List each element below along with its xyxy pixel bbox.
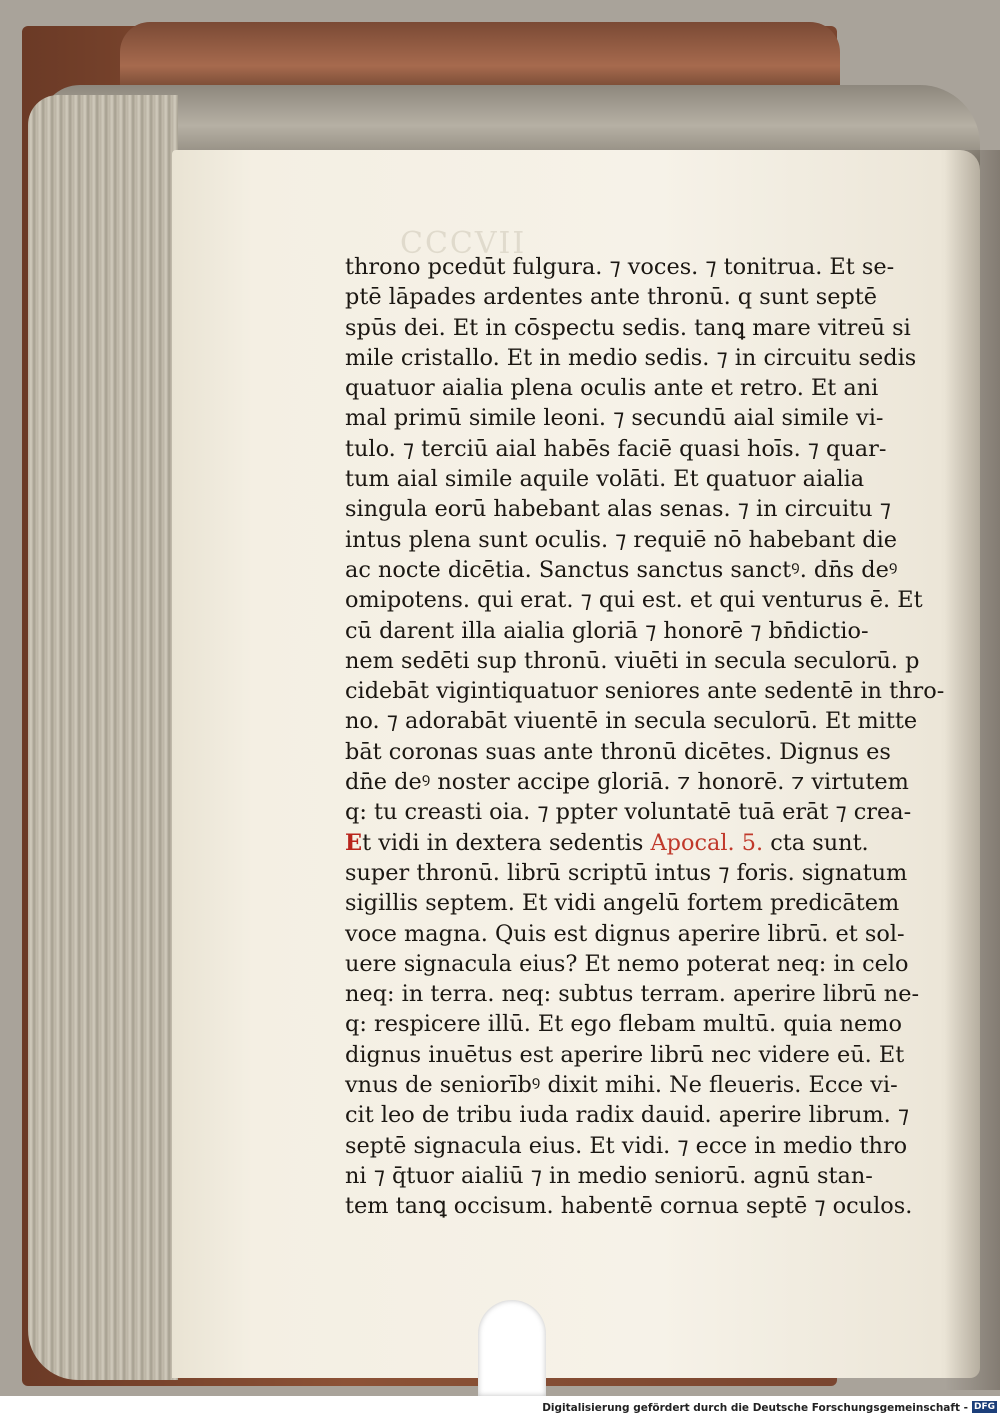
- line-text: ni ⁊ q̄tuor aialiū ⁊ in medio seniorū. agnū stan-: [345, 1162, 873, 1189]
- text-line: [345, 888, 900, 918]
- text-line: [345, 828, 887, 858]
- text-line: [345, 555, 898, 585]
- text-line: [345, 494, 891, 524]
- line-text: cidebāt vigintiquatuor seniores ante sedentē in thro-: [345, 678, 945, 705]
- digitization-credit: Digitalisierung gefördert durch die Deutsche Forschungsgemeinschaft -: [542, 1402, 968, 1414]
- line-text: ptē lāpades ardentes ante thronū. q sunt septē: [345, 284, 878, 311]
- folio-number: CCCVII: [400, 226, 527, 261]
- line-text: super thronū. librū scriptū intus ⁊ foris. signatum: [345, 859, 908, 886]
- text-line: [345, 252, 895, 282]
- rubric-reference: Apocal. 5.: [650, 829, 764, 856]
- text-line: [345, 1131, 908, 1161]
- line-text: mal primū simile leoni. ⁊ secundū aial simile vi-: [345, 405, 884, 432]
- text-line: [345, 373, 887, 403]
- line-text: vnus de seniorībꝰ dixit mihi. Ne fleueris. Ecce vi-: [345, 1072, 898, 1099]
- line-text: no. ⁊ adorabāt viuentē in secula seculorū. Et mitte: [345, 708, 918, 735]
- text-block: [345, 252, 945, 1222]
- text-line: [345, 1070, 898, 1100]
- text-line: [345, 979, 920, 1009]
- text-line: [345, 797, 912, 827]
- line-text: singula eorū habebant alas senas. ⁊ in circuitu ⁊: [345, 496, 891, 523]
- line-text: q: respicere illū. Et ego flebam multū. quia nemo: [345, 1011, 903, 1038]
- line-text: quatuor aialia plena oculis ante et retro. Et ani: [345, 375, 879, 402]
- text-line: [345, 434, 887, 464]
- line-text: nem sedēti sup thronū. viuēti in secula seculorū. p: [345, 647, 920, 674]
- thumb-holder: [478, 1300, 546, 1396]
- line-text: tem tanꝗ occisum. habentē cornua septē ⁊ oculos.: [345, 1193, 913, 1220]
- page-block-fore-edge: [28, 95, 178, 1380]
- line-text: cit leo de tribu iuda radix dauid. aperire librum. ⁊: [345, 1102, 910, 1129]
- line-text: tum aial simile aquile volāti. Et quatuor aialia: [345, 466, 865, 493]
- line-text: neq: in terra. neq: subtus terram. aperire librū ne-: [345, 981, 920, 1008]
- text-line: [345, 403, 887, 433]
- line-text: ac nocte dicētia. Sanctus sanctus sanctꝰ. dn̄s deꝰ: [345, 556, 898, 583]
- line-text: mile cristallo. Et in medio sedis. ⁊ in circuitu sedis: [345, 344, 917, 371]
- digitization-credit-bar: [0, 1396, 1000, 1418]
- line-text: omipotens. qui erat. ⁊ qui est. et qui venturus ē. Et: [345, 587, 923, 614]
- line-text: throno pcedūt fulgura. ⁊ voces. ⁊ tonitrua. Et se-: [345, 254, 895, 280]
- text-line: [345, 949, 909, 979]
- text-line: [345, 676, 945, 706]
- text-line: [345, 919, 905, 949]
- line-text: dn̄e deꝰ noster accipe gloriā. ⁊ honorē. ⁊ virtutem: [345, 769, 909, 796]
- line-text: sigillis septem. Et vidi angelū fortem predicātem: [345, 890, 900, 917]
- line-text: cū darent illa aialia gloriā ⁊ honorē ⁊ bn̄dictio-: [345, 617, 869, 644]
- text-line: [345, 343, 917, 373]
- text-line: [345, 1161, 887, 1191]
- text-line: [345, 737, 891, 767]
- line-text: bāt coronas suas ante thronū dicētes. Dignus es: [345, 738, 891, 765]
- text-line: [345, 646, 920, 676]
- text-line: [345, 767, 909, 797]
- line-text: spūs dei. Et in cōspectu sedis. tanꝗ mare vitreū si: [345, 314, 911, 341]
- text-line: [345, 858, 908, 888]
- rubricated-initial: E: [345, 829, 363, 856]
- text-line: [345, 585, 923, 615]
- line-text: tulo. ⁊ terciū aial habēs faciē quasi hoīs. ⁊ quar-: [345, 435, 887, 462]
- text-line: [345, 1040, 905, 1070]
- line-text: uere signacula eius? Et nemo poterat neq: in celo: [345, 950, 909, 977]
- line-text: voce magna. Quis est dignus aperire librū. et sol-: [345, 920, 905, 947]
- text-line: [345, 706, 918, 736]
- line-text-tail: cta sunt.: [763, 829, 869, 856]
- text-line: [345, 1100, 910, 1130]
- text-line: [345, 282, 887, 312]
- line-text: t vidi in dextera sedentis: [362, 829, 651, 856]
- text-line: [345, 616, 887, 646]
- text-line: [345, 1191, 913, 1221]
- text-line: [345, 1009, 903, 1039]
- text-line: [345, 313, 911, 343]
- line-text: intus plena sunt oculis. ⁊ requiē nō habebant die: [345, 526, 897, 553]
- dfg-logo: DFG: [973, 1401, 995, 1412]
- line-text: q: tu creasti oia. ⁊ ppter voluntatē tuā erāt ⁊ crea-: [345, 799, 912, 826]
- gutter-shadow: [945, 150, 1000, 1390]
- line-text: septē signacula eius. Et vidi. ⁊ ecce in medio thro: [345, 1132, 908, 1159]
- text-line: [345, 525, 897, 555]
- text-line: [345, 464, 887, 494]
- line-text: dignus inuētus est aperire librū nec videre eū. Et: [345, 1041, 905, 1068]
